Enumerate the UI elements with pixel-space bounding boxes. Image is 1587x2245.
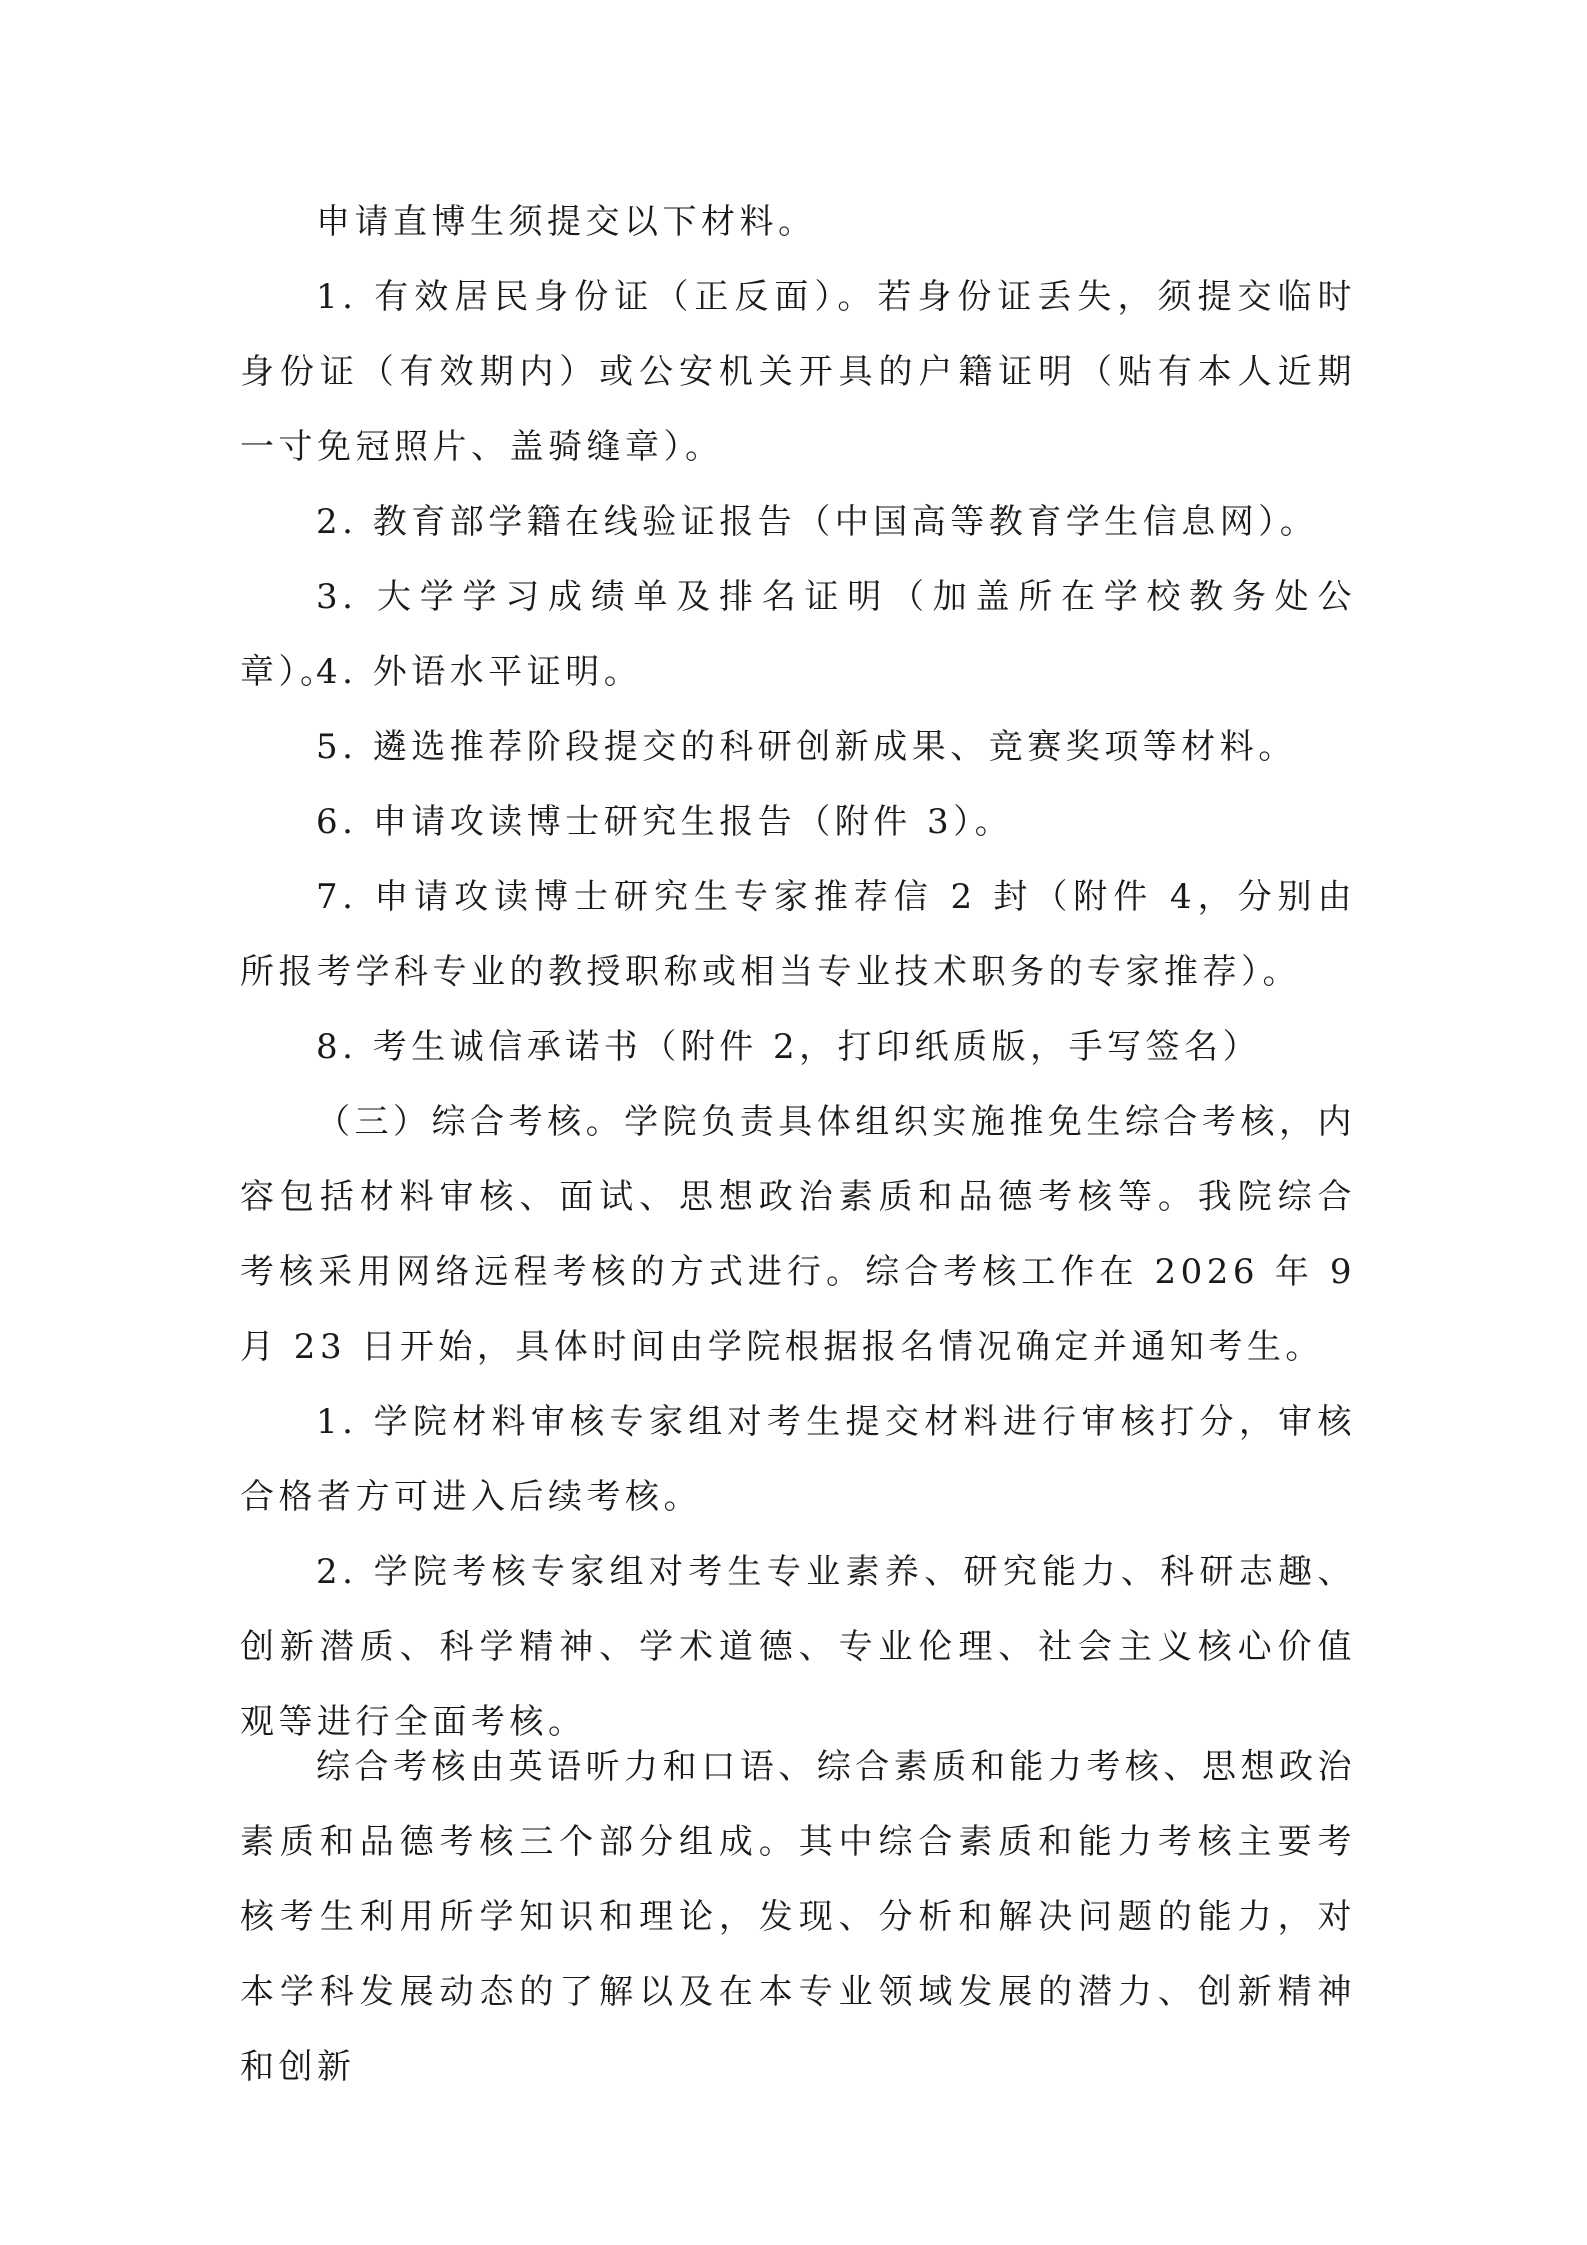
assessment-item-2: 2. 学院考核专家组对考生专业素养、研究能力、科研志趣、创新潜质、科学精神、学术道德、专业伦理、社会主义核心价值观等进行全面考核。 xyxy=(240,1552,1356,1742)
intro-paragraph: 申请直博生须提交以下材料。 xyxy=(316,202,817,242)
item-1-id-card: 1. 有效居民身份证（正反面）。若身份证丢失，须提交临时身份证（有效期内）或公安机关开具的户籍证明（贴有本人近期一寸免冠照片、盖骑缝章）。 xyxy=(240,277,1356,467)
assessment-composition-paragraph: 综合考核由英语听力和口语、综合素质和能力考核、思想政治素质和品德考核三个部分组成。其中综合素质和能力考核主要考核考生利用所学知识和理论，发现、分析和解决问题的能力，对本学科发展动态的了解以及在本专业领域发展的潜力、创新精神和创新 xyxy=(240,1747,1356,2087)
item-7-recommendation-letters: 7. 申请攻读博士研究生专家推荐信 2 封（附件 4，分别由所报考学科专业的教授职称或相当专业技术职务的专家推荐）。 xyxy=(240,877,1356,992)
item-4-language-proof: 4. 外语水平证明。 xyxy=(316,652,643,692)
item-6-application-report: 6. 申请攻读博士研究生报告（附件 3）。 xyxy=(316,802,1014,842)
item-5-research-materials: 5. 遴选推荐阶段提交的科研创新成果、竞赛奖项等材料。 xyxy=(316,727,1297,767)
section-3-comprehensive-assessment: （三）综合考核。学院负责具体组织实施推免生综合考核，内容包括材料审核、面试、思想政治素质和品德考核等。我院综合考核采用网络远程考核的方式进行。综合考核工作在 2026 年 9 月 23 日开始，具体时间由学院根据报名情况确定并通知考生。 xyxy=(240,1102,1356,1367)
item-8-integrity-pledge: 8. 考生诚信承诺书（附件 2，打印纸质版，手写签名） xyxy=(316,1027,1262,1067)
item-3-transcript: 3. 大学学习成绩单及排名证明（加盖所在学校教务处公章）。 xyxy=(240,577,1356,692)
assessment-item-1: 1. 学院材料审核专家组对考生提交材料进行审核打分，审核合格者方可进入后续考核。 xyxy=(240,1402,1356,1517)
item-2-enrollment-report: 2. 教育部学籍在线验证报告（中国高等教育学生信息网）。 xyxy=(316,502,1319,542)
